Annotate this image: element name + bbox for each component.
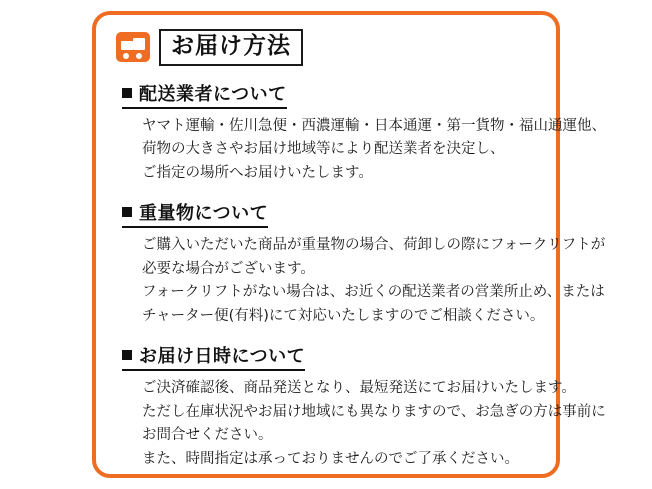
body-line: また、時間指定は承っておりませんのでご了承ください。 [142, 450, 519, 467]
body-line: チャーター便(有料)にて対応いたしますのでご相談ください。 [142, 307, 545, 324]
panel-title-row [116, 29, 540, 66]
section-heavy-items [112, 199, 606, 328]
section-body [142, 234, 606, 328]
bullet-square-icon [122, 88, 132, 98]
section-heading [122, 342, 305, 371]
truck-wheel-front-shape [123, 53, 129, 59]
panel-inner [112, 29, 606, 467]
section-heading-label: お届け日時について [139, 346, 306, 368]
body-line: ご指定の場所へお届けいたします。 [142, 164, 373, 181]
section-carriers [112, 80, 606, 185]
section-body [142, 115, 606, 185]
body-line: ご決済確認後、商品発送となり、最短発送にてお届けいたします。 [142, 380, 576, 397]
truck-wheel-rear-shape [136, 53, 142, 59]
section-delivery-datetime [112, 342, 606, 471]
body-line: フォークリフトがない場合は、お近くの配送業者の営業所止め、または [142, 284, 605, 301]
truck-cab-shape [121, 41, 133, 50]
truck-cargo-shape [133, 38, 145, 50]
delivery-method-panel [92, 11, 606, 478]
body-line: お問合せください。 [142, 427, 273, 444]
body-line: 荷物の大きさやお届け地域等により配送業者を決定し、 [142, 141, 505, 158]
body-line: ヤマト運輸・佐川急便・西濃運輸・日本通運・第一貨物・福山通運他、 [142, 117, 606, 134]
section-heading [122, 80, 287, 109]
section-heading-label: 配送業者について [139, 83, 287, 105]
body-line: ただし在庫状況やお届け地域にも異なりますので、お急ぎの方は事前に [142, 403, 606, 420]
page-title: お届け方法 [159, 29, 303, 66]
body-line: ご購入いただいた商品が重量物の場合、荷卸しの際にフォークリフトが [142, 237, 606, 254]
bullet-square-icon [122, 350, 132, 360]
bullet-square-icon [122, 207, 132, 217]
body-line: 必要な場合がございます。 [142, 260, 315, 277]
section-heading [122, 199, 268, 228]
delivery-truck-icon [116, 32, 150, 62]
section-body [142, 377, 606, 471]
section-heading-label: 重量物について [139, 203, 269, 225]
